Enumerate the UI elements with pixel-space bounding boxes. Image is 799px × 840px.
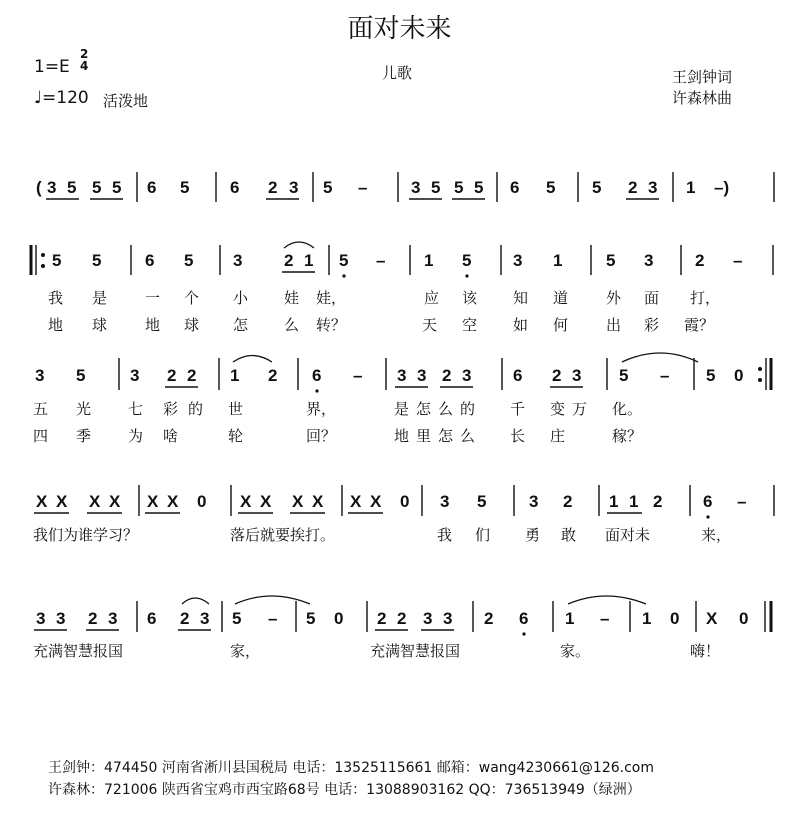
tempo-marking: ♩=120 bbox=[34, 88, 89, 108]
lyric: 们 bbox=[475, 526, 491, 544]
lyric: 是 bbox=[92, 289, 108, 307]
lyric: 娃 bbox=[284, 289, 300, 307]
lyric: 变 bbox=[550, 400, 566, 418]
note: 2 bbox=[88, 609, 98, 628]
note: 3 bbox=[130, 366, 140, 385]
lyric: 的 bbox=[460, 400, 476, 418]
note: 5 bbox=[606, 251, 616, 270]
note: 5 bbox=[92, 178, 102, 197]
lyric: 界， bbox=[306, 400, 337, 418]
lyric: 地 bbox=[145, 316, 161, 334]
lyric: 充满智慧报国 bbox=[33, 642, 124, 660]
note: 5 bbox=[546, 178, 556, 197]
lyric: 球 bbox=[92, 316, 108, 334]
note: 5 bbox=[180, 178, 190, 197]
footer-lyricist-contact: 王剑钟：474450 河南省淅川县国税局 电话：13525115661 邮箱：wang4230661@126.com bbox=[48, 760, 654, 776]
note: 3 bbox=[423, 609, 433, 628]
note: 6 bbox=[312, 366, 322, 385]
note: 3 bbox=[513, 251, 523, 270]
note: 3 bbox=[417, 366, 427, 385]
note: 5 bbox=[462, 251, 472, 270]
lyric: 化。 bbox=[612, 400, 643, 418]
note: 2 bbox=[552, 366, 562, 385]
lyric: 我 bbox=[48, 289, 64, 307]
note: 3 bbox=[648, 178, 658, 197]
note: 1 bbox=[553, 251, 563, 270]
note: 0 bbox=[734, 366, 744, 385]
note: 2 bbox=[397, 609, 407, 628]
lyric: 为 bbox=[128, 427, 144, 445]
note: – bbox=[733, 251, 743, 270]
note: 1 bbox=[230, 366, 240, 385]
note: 5 bbox=[76, 366, 86, 385]
note: 0 bbox=[670, 609, 680, 628]
note: 6 bbox=[513, 366, 523, 385]
lyric: 落后就要挨打。 bbox=[230, 526, 336, 544]
lyric: 勇 bbox=[525, 526, 541, 544]
genre-label: 儿歌 bbox=[382, 64, 413, 82]
expression-marking: 活泼地 bbox=[103, 92, 149, 110]
note: 2 bbox=[484, 609, 494, 628]
note: 3 bbox=[644, 251, 654, 270]
composer-credit: 许森林曲 bbox=[672, 89, 733, 107]
note: 5 bbox=[706, 366, 716, 385]
note: 3 bbox=[108, 609, 118, 628]
system-5 bbox=[33, 596, 771, 660]
footer-composer-contact: 许森林：721006 陕西省宝鸡市西宝路68号 电话：13088903162 QQ：736513949（绿洲） bbox=[48, 782, 641, 798]
note: 3 bbox=[411, 178, 421, 197]
note: 3 bbox=[35, 366, 45, 385]
note: 5 bbox=[52, 251, 62, 270]
note: 5 bbox=[232, 609, 242, 628]
note: 2 bbox=[653, 492, 663, 511]
note: 5 bbox=[184, 251, 194, 270]
note: X bbox=[370, 492, 382, 511]
note: 1 bbox=[686, 178, 696, 197]
note: X bbox=[260, 492, 272, 511]
note: 2 bbox=[628, 178, 638, 197]
note: 0 bbox=[334, 609, 344, 628]
note: 6 bbox=[147, 178, 157, 197]
note: – bbox=[600, 609, 610, 628]
note: 6 bbox=[230, 178, 240, 197]
note: 2 bbox=[284, 251, 294, 270]
note: 3 bbox=[56, 609, 66, 628]
note: 0 bbox=[197, 492, 207, 511]
note: 2 bbox=[268, 178, 278, 197]
note: 3 bbox=[529, 492, 539, 511]
time-sig-top: 2 bbox=[80, 47, 89, 61]
note: X bbox=[109, 492, 121, 511]
note: 1 bbox=[609, 492, 619, 511]
lyric: 么 bbox=[460, 427, 476, 445]
note: –) bbox=[714, 178, 730, 197]
lyric: 回？ bbox=[306, 427, 337, 445]
lyric: 季 bbox=[76, 427, 92, 445]
note: X bbox=[56, 492, 68, 511]
system-2 bbox=[31, 242, 773, 334]
lyric: 外 bbox=[606, 289, 622, 307]
lyric: 小 bbox=[233, 289, 249, 307]
lyric: 五 bbox=[33, 400, 49, 418]
lyric: 里 bbox=[416, 427, 432, 445]
note: 6 bbox=[510, 178, 520, 197]
note: 5 bbox=[431, 178, 441, 197]
note: 3 bbox=[572, 366, 582, 385]
lyricist-credit: 王剑钟词 bbox=[672, 68, 733, 86]
note: 5 bbox=[592, 178, 602, 197]
note: X bbox=[36, 492, 48, 511]
note: X bbox=[147, 492, 159, 511]
note: 3 bbox=[289, 178, 299, 197]
note: 1 bbox=[642, 609, 652, 628]
key-signature: 1=E bbox=[34, 57, 70, 77]
note: X bbox=[292, 492, 304, 511]
lyric: 个 bbox=[184, 289, 200, 307]
note: 3 bbox=[47, 178, 57, 197]
note: – bbox=[376, 251, 386, 270]
note: – bbox=[660, 366, 670, 385]
note: 3 bbox=[462, 366, 472, 385]
note: 3 bbox=[200, 609, 210, 628]
note: 2 bbox=[268, 366, 278, 385]
note: 5 bbox=[474, 178, 484, 197]
lyric: 七 bbox=[128, 400, 144, 418]
note: 0 bbox=[400, 492, 410, 511]
lyric: 地 bbox=[394, 427, 410, 445]
lyric: 彩 bbox=[644, 316, 660, 334]
note: 5 bbox=[323, 178, 333, 197]
note: 5 bbox=[306, 609, 316, 628]
note: X bbox=[350, 492, 362, 511]
lyric: 稼？ bbox=[612, 427, 643, 445]
lyric: 怎 bbox=[233, 316, 249, 334]
note: 5 bbox=[477, 492, 487, 511]
note: 3 bbox=[233, 251, 243, 270]
lyric: 知 bbox=[513, 289, 529, 307]
lyric: 如 bbox=[513, 316, 529, 334]
note: 6 bbox=[519, 609, 529, 628]
note: 2 bbox=[180, 609, 190, 628]
note: 1 bbox=[304, 251, 314, 270]
note: 3 bbox=[36, 609, 46, 628]
note: 2 bbox=[167, 366, 177, 385]
note: – bbox=[353, 366, 363, 385]
lyric: 么 bbox=[284, 316, 300, 334]
lyric: 天 bbox=[422, 316, 438, 334]
note: 3 bbox=[397, 366, 407, 385]
note: 2 bbox=[563, 492, 573, 511]
lyric: 千 bbox=[510, 400, 526, 418]
lyric: 充满智慧报国 bbox=[370, 642, 461, 660]
lyric: 长 bbox=[510, 427, 526, 445]
lyric: 面对未 bbox=[605, 526, 651, 544]
note: X bbox=[89, 492, 101, 511]
lyric: 么 bbox=[438, 400, 454, 418]
note: – bbox=[358, 178, 368, 197]
lyric: 万 bbox=[572, 400, 588, 418]
note: 3 bbox=[443, 609, 453, 628]
lyric: 嗨！ bbox=[690, 642, 721, 660]
note: 5 bbox=[92, 251, 102, 270]
lyric: 敢 bbox=[561, 526, 577, 544]
lyric: 世 bbox=[228, 400, 244, 418]
lyric: 一 bbox=[145, 289, 161, 307]
lyric: 球 bbox=[184, 316, 200, 334]
lyric: 地 bbox=[48, 316, 64, 334]
note: 1 bbox=[424, 251, 434, 270]
lyric: 四 bbox=[33, 427, 49, 445]
lyric: 我 bbox=[437, 526, 453, 544]
lyric: 啥 bbox=[163, 427, 179, 445]
lyric: 怎 bbox=[416, 400, 432, 418]
note: X bbox=[167, 492, 179, 511]
note: – bbox=[268, 609, 278, 628]
note: 1 bbox=[629, 492, 639, 511]
note: 2 bbox=[187, 366, 197, 385]
system-3 bbox=[33, 353, 771, 445]
lyric: 家。 bbox=[560, 642, 591, 660]
lyric: 转？ bbox=[316, 316, 347, 334]
note: X bbox=[240, 492, 252, 511]
lyric: 的 bbox=[188, 400, 204, 418]
time-sig-bottom: 4 bbox=[80, 59, 89, 73]
note: ( bbox=[36, 178, 42, 197]
note: 5 bbox=[112, 178, 122, 197]
system-1 bbox=[36, 172, 774, 202]
lyric: 怎 bbox=[438, 427, 454, 445]
note: X bbox=[706, 609, 718, 628]
lyric: 面 bbox=[644, 289, 660, 307]
lyric: 空 bbox=[462, 316, 478, 334]
note: 5 bbox=[339, 251, 349, 270]
lyric: 光 bbox=[76, 400, 92, 418]
lyric: 出 bbox=[606, 316, 622, 334]
song-title: 面对未来 bbox=[347, 14, 452, 44]
lyric: 打， bbox=[690, 289, 721, 307]
lyric: 霞？ bbox=[684, 316, 715, 334]
lyric: 何 bbox=[553, 316, 569, 334]
lyric: 道 bbox=[553, 289, 569, 307]
lyric: 彩 bbox=[163, 400, 179, 418]
lyric: 我们为谁学习？ bbox=[33, 526, 139, 544]
note: 6 bbox=[145, 251, 155, 270]
lyric: 轮 bbox=[228, 427, 244, 445]
note: 0 bbox=[739, 609, 749, 628]
lyric: 来， bbox=[701, 526, 732, 544]
note: X bbox=[312, 492, 324, 511]
note: 5 bbox=[67, 178, 77, 197]
note: – bbox=[737, 492, 747, 511]
note: 2 bbox=[377, 609, 387, 628]
lyric: 庄 bbox=[550, 427, 566, 445]
note: 2 bbox=[442, 366, 452, 385]
note: 5 bbox=[619, 366, 629, 385]
note: 6 bbox=[147, 609, 157, 628]
note: 5 bbox=[454, 178, 464, 197]
lyric: 该 bbox=[462, 289, 478, 307]
note: 1 bbox=[565, 609, 575, 628]
lyric: 娃， bbox=[316, 289, 347, 307]
note: 3 bbox=[440, 492, 450, 511]
lyric: 应 bbox=[424, 289, 440, 307]
note: 6 bbox=[703, 492, 713, 511]
lyric: 是 bbox=[394, 400, 410, 418]
note: 2 bbox=[695, 251, 705, 270]
lyric: 家， bbox=[230, 642, 261, 660]
system-4 bbox=[33, 485, 774, 544]
